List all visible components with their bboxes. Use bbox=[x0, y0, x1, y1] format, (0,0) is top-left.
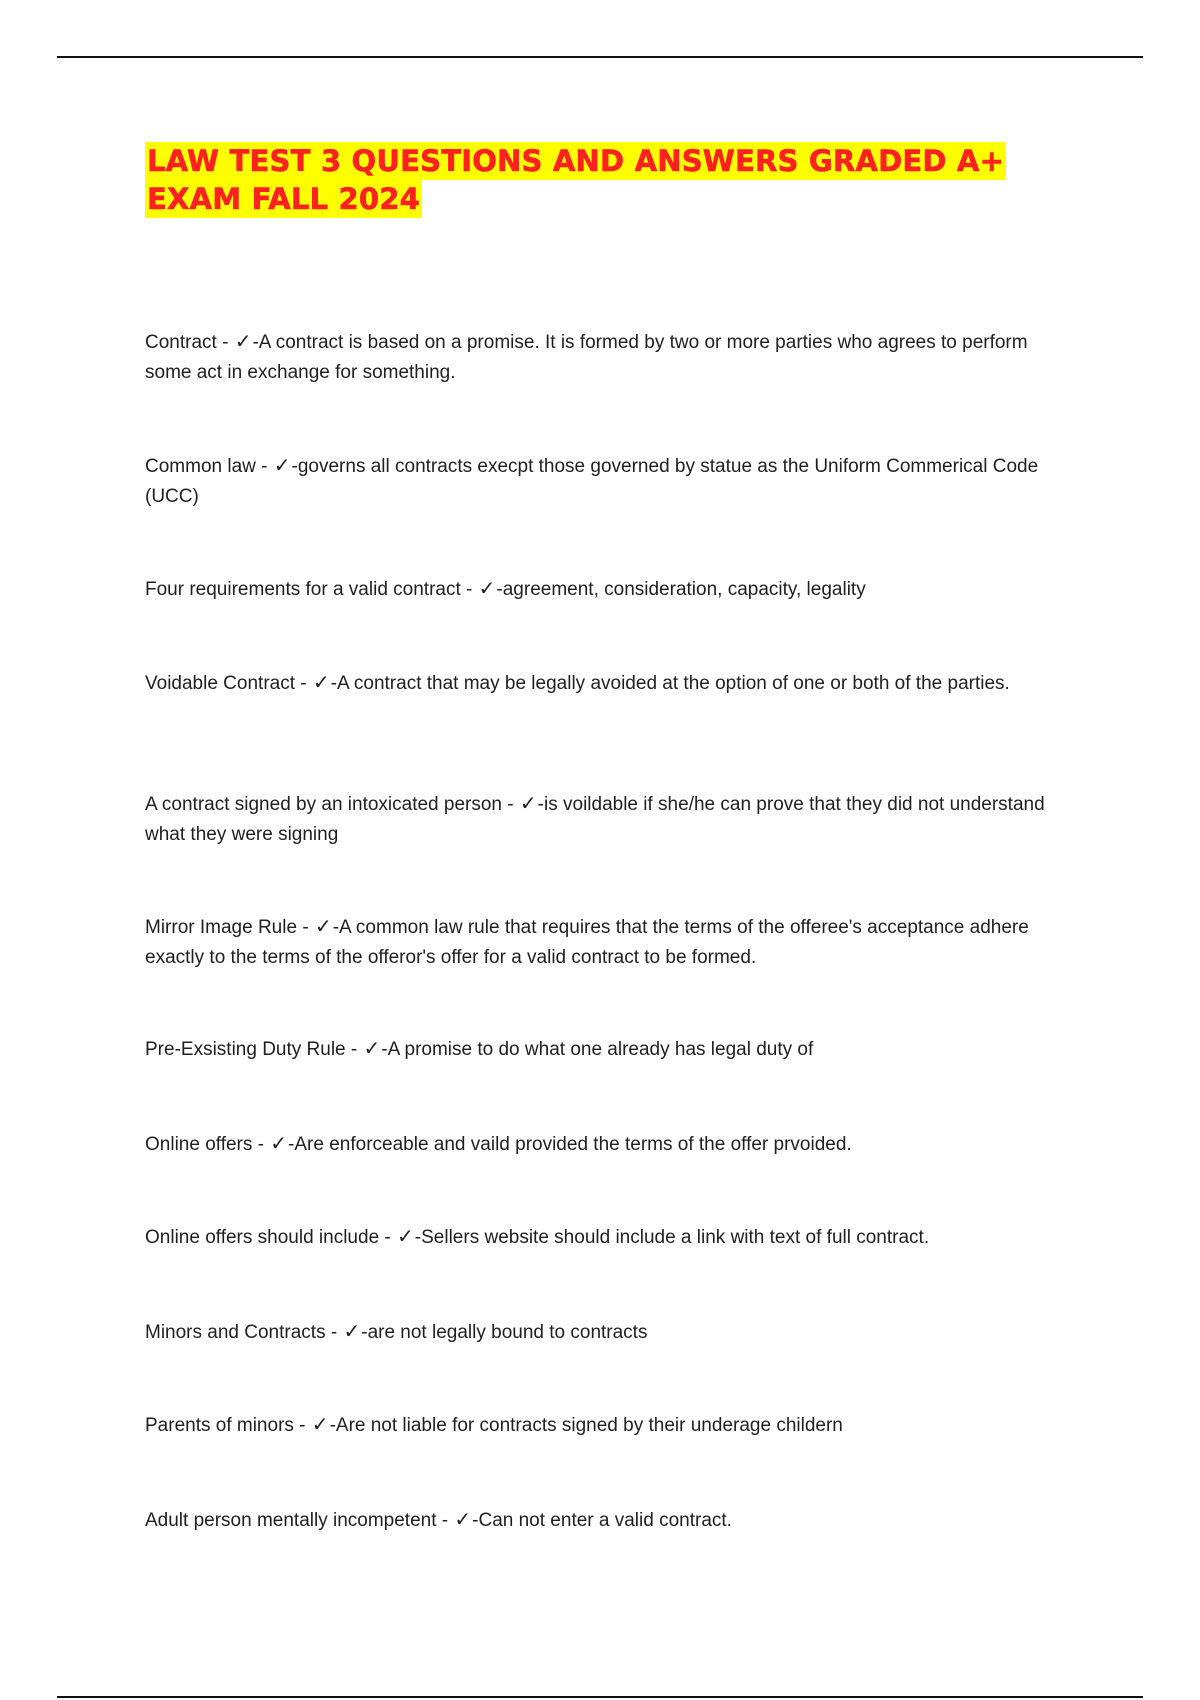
qa-answer: governs all contracts execpt those governed by statue as the Uniform Commerical Code (UCC) bbox=[145, 456, 1039, 507]
qa-item bbox=[145, 573, 1045, 605]
qa-separator: - bbox=[216, 332, 234, 353]
qa-answer-prefix: - bbox=[496, 579, 503, 600]
qa-term: Minors and Contracts bbox=[145, 1322, 326, 1343]
qa-answer-prefix: - bbox=[330, 673, 337, 694]
qa-separator: - bbox=[252, 1134, 270, 1155]
qa-separator: - bbox=[379, 1227, 397, 1248]
qa-separator: - bbox=[325, 1322, 343, 1343]
checkmark-icon: ✓ bbox=[343, 1319, 361, 1343]
bottom-divider bbox=[57, 1696, 1143, 1698]
qa-term: Mirror Image Rule bbox=[145, 917, 298, 938]
qa-term: Pre-Exsisting Duty Rule bbox=[145, 1039, 346, 1060]
qa-item bbox=[145, 1128, 1045, 1160]
checkmark-icon: ✓ bbox=[314, 914, 332, 938]
qa-answer-prefix: - bbox=[288, 1134, 295, 1155]
qa-separator: - bbox=[297, 917, 314, 938]
qa-term: Adult person mentally incompetent bbox=[145, 1510, 437, 1531]
qa-answer: is voildable if she/he can prove that they did not understand what they were signing bbox=[145, 794, 1045, 845]
qa-term: Online offers should include bbox=[145, 1227, 380, 1248]
qa-answer-prefix: - bbox=[361, 1322, 368, 1343]
qa-item bbox=[145, 450, 1045, 512]
qa-answer: A contract is based on a promise. It is formed by two or more parties who agrees to perform some act in exchange for something. bbox=[145, 332, 1028, 383]
qa-answer-prefix: - bbox=[381, 1039, 388, 1060]
qa-answer-prefix: - bbox=[291, 456, 298, 477]
qa-answer: agreement, consideration, capacity, legality bbox=[502, 579, 866, 600]
qa-answer-prefix: - bbox=[332, 917, 340, 938]
qa-separator: - bbox=[460, 579, 478, 600]
qa-separator: - bbox=[345, 1039, 363, 1060]
qa-term: Common law bbox=[145, 456, 256, 477]
checkmark-icon: ✓ bbox=[270, 1131, 288, 1155]
qa-separator: - bbox=[502, 794, 519, 815]
checkmark-icon: ✓ bbox=[478, 576, 496, 600]
qa-answer-prefix: - bbox=[537, 794, 544, 815]
qa-item bbox=[145, 1504, 1045, 1536]
title-highlight: LAW TEST 3 QUESTIONS AND ANSWERS GRADED A+ EXAM FALL 2024 bbox=[147, 144, 1005, 216]
qa-item bbox=[145, 667, 1045, 699]
document-title bbox=[145, 142, 1045, 218]
qa-term: Contract bbox=[145, 332, 217, 353]
qa-term: Four requirements for a valid contract bbox=[145, 579, 461, 600]
qa-answer-prefix: - bbox=[329, 1415, 336, 1436]
qa-term: Online offers bbox=[145, 1134, 253, 1155]
qa-separator: - bbox=[293, 1415, 311, 1436]
qa-item bbox=[145, 911, 1045, 973]
qa-item bbox=[145, 788, 1045, 850]
qa-term: Parents of minors bbox=[145, 1415, 294, 1436]
qa-item bbox=[145, 1409, 1045, 1441]
qa-answer: A contract that may be legally avoided at the option of one or both of the parties. bbox=[336, 673, 1010, 694]
qa-separator: - bbox=[255, 456, 273, 477]
qa-item bbox=[145, 1221, 1045, 1253]
qa-answer: A common law rule that requires that the terms of the offeree's acceptance adhere exactly to the terms of the offeror's offer for a valid contract to be formed. bbox=[145, 917, 1029, 968]
qa-answer: are not legally bound to contracts bbox=[367, 1322, 648, 1343]
qa-separator: - bbox=[295, 673, 312, 694]
qa-answer-prefix: - bbox=[252, 332, 259, 353]
qa-item bbox=[145, 1033, 1045, 1065]
qa-term: Voidable Contract bbox=[145, 673, 295, 694]
qa-answer: A promise to do what one already has legal duty of bbox=[387, 1039, 814, 1060]
checkmark-icon: ✓ bbox=[311, 1412, 329, 1436]
checkmark-icon: ✓ bbox=[273, 453, 291, 477]
checkmark-icon: ✓ bbox=[519, 791, 537, 815]
qa-answer: Can not enter a valid contract. bbox=[478, 1510, 732, 1531]
qa-answer-prefix: - bbox=[472, 1510, 479, 1531]
checkmark-icon: ✓ bbox=[397, 1224, 414, 1248]
top-divider bbox=[57, 56, 1143, 58]
checkmark-icon: ✓ bbox=[312, 670, 330, 694]
qa-separator: - bbox=[436, 1510, 454, 1531]
qa-answer: Are not liable for contracts signed by their underage childern bbox=[335, 1415, 843, 1436]
checkmark-icon: ✓ bbox=[234, 329, 252, 353]
qa-answer: Sellers website should include a link with text of full contract. bbox=[421, 1227, 930, 1248]
qa-answer: Are enforceable and vaild provided the terms of the offer prvoided. bbox=[294, 1134, 852, 1155]
checkmark-icon: ✓ bbox=[363, 1036, 381, 1060]
qa-answer-prefix: - bbox=[414, 1227, 422, 1248]
qa-term: A contract signed by an intoxicated person bbox=[145, 794, 503, 815]
checkmark-icon: ✓ bbox=[454, 1507, 472, 1531]
qa-item bbox=[145, 1316, 1045, 1348]
qa-item bbox=[145, 326, 1045, 388]
